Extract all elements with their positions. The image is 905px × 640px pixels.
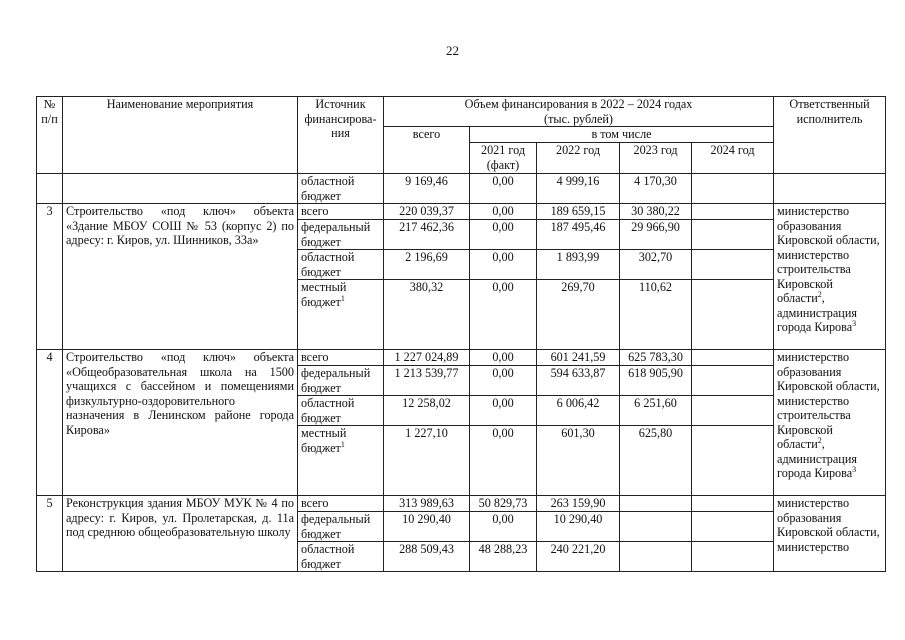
amount-total: 10 290,40	[384, 512, 470, 542]
amount-y2022: 601 241,59	[537, 350, 620, 366]
amount-y2023: 625,80	[620, 426, 692, 496]
amount-y2022: 1 893,99	[537, 250, 620, 280]
responsible-executor	[774, 204, 886, 350]
responsible-text: , администрация города Кирова	[777, 291, 857, 334]
responsible-executor	[774, 350, 886, 496]
funding-source	[298, 396, 384, 426]
project-name: Строительство «под ключ» объекта «Здание МБОУ СОШ № 53 (корпус 2) по адресу: г. Киров, ул. Шинников, 33а»	[63, 204, 298, 350]
amount-y2023: 29 966,90	[620, 220, 692, 250]
funding-source-label: всего	[301, 350, 329, 364]
amount-y2021: 0,00	[470, 426, 537, 496]
funding-source	[298, 280, 384, 350]
financing-table	[36, 96, 886, 572]
amount-y2021: 0,00	[470, 366, 537, 396]
amount-total: 1 227,10	[384, 426, 470, 496]
amount-y2022: 187 495,46	[537, 220, 620, 250]
amount-y2021: 48 288,23	[470, 542, 537, 572]
project-name: Реконструкция здания МБОУ МУК № 4 по адресу: г. Киров, ул. Пролетарская, д. 11а под среднюю общеобразовательную школу	[63, 496, 298, 572]
cont-total: 9 169,46	[384, 174, 470, 204]
funding-source	[298, 366, 384, 396]
amount-y2024	[692, 220, 774, 250]
header-including: в том числе	[470, 127, 774, 143]
project-number: 4	[37, 350, 63, 496]
responsible-text: министерство образования Кировской области, министерство	[777, 496, 880, 554]
responsible-text: министерство образования Кировской области, министерство строительства Кировской области	[777, 204, 880, 305]
amount-y2023: 625 783,30	[620, 350, 692, 366]
amount-y2022: 6 006,42	[537, 396, 620, 426]
amount-y2022: 601,30	[537, 426, 620, 496]
amount-y2021: 50 829,73	[470, 496, 537, 512]
cont-source: областной бюджет	[298, 174, 384, 204]
amount-y2024	[692, 542, 774, 572]
funding-source	[298, 350, 384, 366]
amount-y2021: 0,00	[470, 512, 537, 542]
responsible-executor	[774, 496, 886, 572]
funding-source	[298, 204, 384, 220]
cont-2022: 4 999,16	[537, 174, 620, 204]
amount-y2023	[620, 542, 692, 572]
amount-y2023: 6 251,60	[620, 396, 692, 426]
project-name: Строительство «под ключ» объекта «Общеобразовательная школа на 1500 учащихся с бассейном и помещениями физкультурно-оздоровительного назначения в Ленинском районе города Кирова»	[63, 350, 298, 496]
funding-source-label: местный бюджет	[301, 280, 347, 309]
amount-y2023: 30 380,22	[620, 204, 692, 220]
amount-y2022: 10 290,40	[537, 512, 620, 542]
amount-y2023: 618 905,90	[620, 366, 692, 396]
amount-y2024	[692, 280, 774, 350]
responsible-text: , администрация города Кирова	[777, 437, 857, 480]
funding-source-label: областной бюджет	[301, 250, 355, 279]
amount-total: 2 196,69	[384, 250, 470, 280]
cont-responsible-cell	[774, 174, 886, 204]
footnote-marker: 1	[340, 293, 345, 303]
amount-y2022: 263 159,90	[537, 496, 620, 512]
header-2022: 2022 год	[537, 143, 620, 174]
amount-y2021: 0,00	[470, 396, 537, 426]
funding-source	[298, 250, 384, 280]
header-total: всего	[384, 127, 470, 174]
footnote-marker: 3	[852, 464, 857, 474]
footnote-marker: 1	[340, 439, 345, 449]
amount-y2024	[692, 366, 774, 396]
amount-y2023	[620, 512, 692, 542]
project-number: 3	[37, 204, 63, 350]
header-2021: 2021 год (факт)	[470, 143, 537, 174]
cont-2021: 0,00	[470, 174, 537, 204]
funding-source-label: всего	[301, 496, 329, 510]
header-2024: 2024 год	[692, 143, 774, 174]
header-volume: Объем финансирования в 2022 – 2024 годах (тыс. рублей)	[384, 97, 774, 127]
funding-source	[298, 496, 384, 512]
header-source: Источник финансирова- ния	[298, 97, 384, 174]
amount-total: 313 989,63	[384, 496, 470, 512]
amount-y2021: 0,00	[470, 220, 537, 250]
amount-y2022: 269,70	[537, 280, 620, 350]
cont-2024	[692, 174, 774, 204]
amount-y2024	[692, 350, 774, 366]
header-num: № п/п	[37, 97, 63, 174]
amount-y2021: 0,00	[470, 280, 537, 350]
footnote-marker: 2	[817, 289, 822, 299]
header-name: Наименование мероприятия	[63, 97, 298, 174]
funding-source	[298, 426, 384, 496]
amount-total: 220 039,37	[384, 204, 470, 220]
amount-total: 380,32	[384, 280, 470, 350]
cont-name-cell	[63, 174, 298, 204]
amount-total: 288 509,43	[384, 542, 470, 572]
amount-y2021: 0,00	[470, 250, 537, 280]
funding-source-label: областной бюджет	[301, 396, 355, 425]
table-body	[37, 174, 886, 572]
amount-y2022: 240 221,20	[537, 542, 620, 572]
amount-y2022: 594 633,87	[537, 366, 620, 396]
amount-y2023	[620, 496, 692, 512]
amount-y2023: 110,62	[620, 280, 692, 350]
funding-source-label: федеральный бюджет	[301, 366, 371, 395]
amount-total: 217 462,36	[384, 220, 470, 250]
amount-y2023: 302,70	[620, 250, 692, 280]
funding-source	[298, 512, 384, 542]
funding-source-label: федеральный бюджет	[301, 220, 371, 249]
amount-total: 1 213 539,77	[384, 366, 470, 396]
amount-y2024	[692, 426, 774, 496]
funding-source-label: местный бюджет	[301, 426, 347, 455]
project-number: 5	[37, 496, 63, 572]
funding-source-label: областной бюджет	[301, 542, 355, 571]
header-2023: 2023 год	[620, 143, 692, 174]
continuation-row	[37, 174, 886, 204]
funding-source	[298, 542, 384, 572]
amount-y2024	[692, 396, 774, 426]
funding-source	[298, 220, 384, 250]
amount-y2022: 189 659,15	[537, 204, 620, 220]
amount-y2024	[692, 250, 774, 280]
amount-y2021: 0,00	[470, 204, 537, 220]
responsible-text: министерство образования Кировской области, министерство строительства Кировской области	[777, 350, 880, 451]
table-row	[37, 204, 886, 220]
amount-total: 12 258,02	[384, 396, 470, 426]
amount-total: 1 227 024,89	[384, 350, 470, 366]
table-row	[37, 350, 886, 366]
header-responsible: Ответственный исполнитель	[774, 97, 886, 174]
cont-2023: 4 170,30	[620, 174, 692, 204]
table-row	[37, 496, 886, 512]
amount-y2024	[692, 204, 774, 220]
footnote-marker: 2	[817, 435, 822, 445]
amount-y2024	[692, 512, 774, 542]
page-number: 22	[446, 43, 459, 58]
cont-num-cell	[37, 174, 63, 204]
footnote-marker: 3	[852, 318, 857, 328]
funding-source-label: федеральный бюджет	[301, 512, 371, 541]
funding-source-label: всего	[301, 204, 329, 218]
amount-y2021: 0,00	[470, 350, 537, 366]
amount-y2024	[692, 496, 774, 512]
